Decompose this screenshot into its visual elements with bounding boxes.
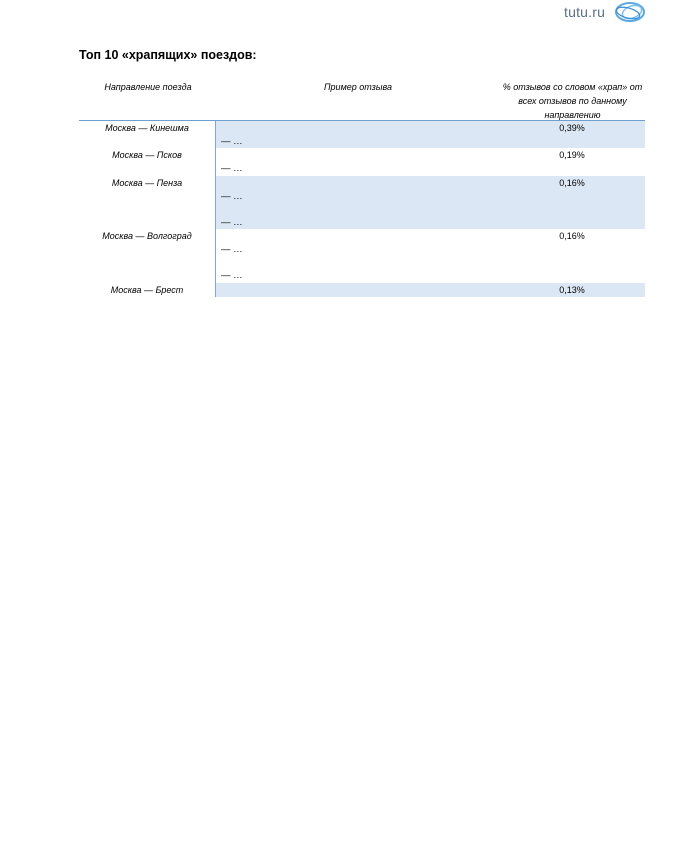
table-row: [79, 121, 645, 148]
route-reviews: [215, 148, 499, 175]
table-row: [79, 176, 645, 230]
review-text: — …: [221, 190, 243, 202]
route-direction: Москва — Псков: [112, 150, 182, 161]
route-reviews: [215, 283, 499, 297]
header-review: Пример отзыва: [324, 82, 392, 92]
tutu-logo[interactable]: [562, 0, 652, 26]
route-direction: Москва — Волгоград: [102, 231, 192, 242]
page-title: Топ 10 «храпящих» поездов:: [79, 48, 257, 62]
route-direction: Москва — Пенза: [111, 177, 183, 188]
logo-swirl-icon: [606, 0, 650, 26]
route-reviews: [215, 121, 499, 148]
snore-percent: 0,16%: [499, 176, 645, 230]
snore-percent: 0,19%: [559, 150, 585, 161]
review-text: — …: [221, 244, 243, 256]
route-direction: Москва — Кинешма: [105, 123, 189, 133]
logo-text: tutu.ru: [564, 4, 606, 20]
header-percent: % отзывов со словом «храп» от всех отзывов по данному направлению: [502, 82, 643, 120]
route-reviews: [215, 176, 499, 230]
review-text: — …: [221, 136, 243, 147]
review-text: — …: [221, 216, 243, 228]
table-row: [79, 229, 645, 283]
review-text: — …: [221, 163, 243, 175]
snore-percent: 0,39%: [499, 121, 645, 148]
snore-percent: 0,13%: [499, 283, 645, 297]
results-table: [79, 121, 645, 297]
route-reviews: [215, 229, 499, 283]
header-direction: Направление поезда: [104, 82, 192, 92]
route-direction: Москва — Брест: [110, 284, 184, 295]
table-row: [79, 148, 645, 175]
table-row: [79, 283, 645, 297]
review-text: — …: [221, 270, 243, 282]
snore-percent: 0,16%: [559, 231, 585, 242]
